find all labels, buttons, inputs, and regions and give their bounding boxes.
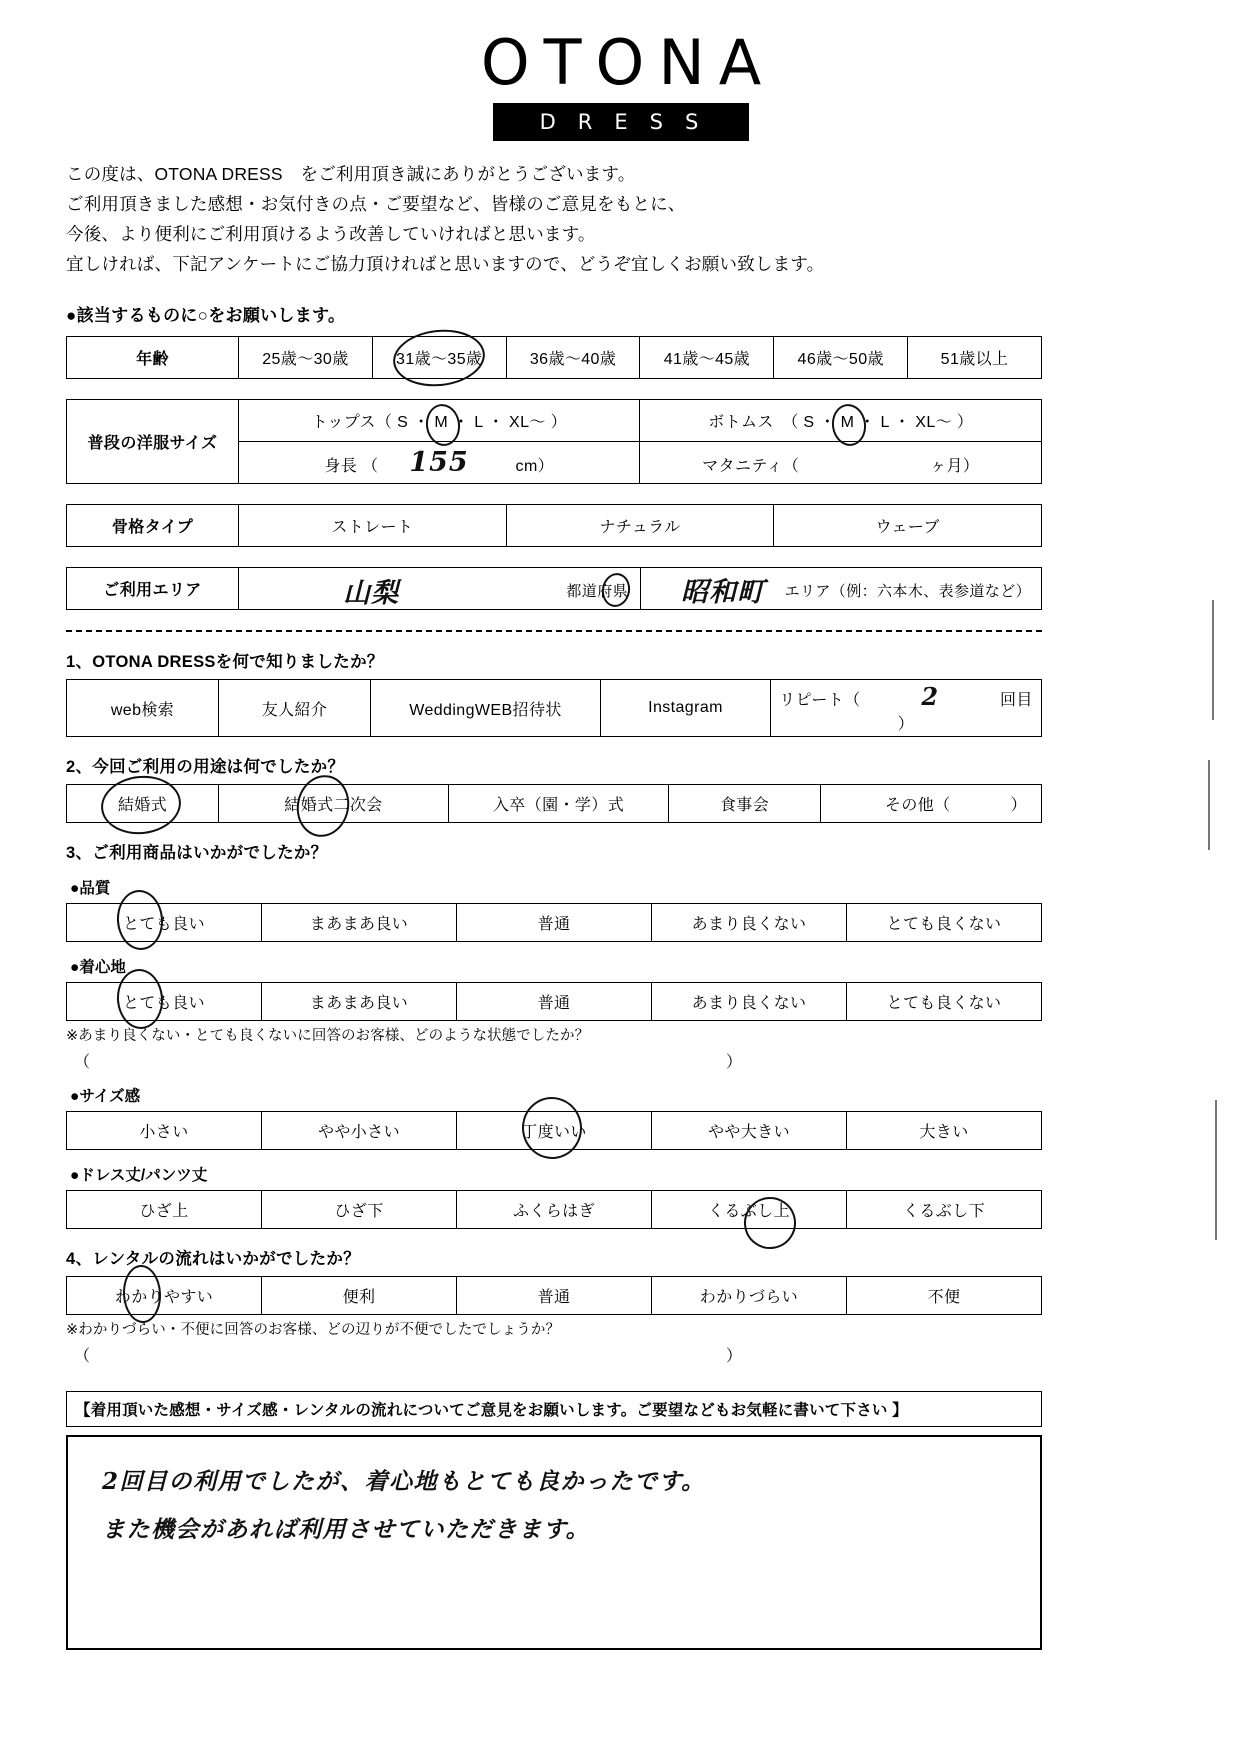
bottoms-prefix: ボトムス （ S ・ bbox=[708, 414, 836, 432]
q3-fit-option-3[interactable]: やや大きい bbox=[652, 1112, 847, 1150]
q3-quality-label: ●品質 bbox=[70, 880, 111, 898]
q4-note-input[interactable] bbox=[66, 1343, 1042, 1365]
q4-title: 4、レンタルの流れはいかがでしたか？ bbox=[66, 1250, 361, 1269]
prefecture-handwritten-value: 山梨 bbox=[343, 578, 399, 610]
q1-option-0[interactable]: web検索 bbox=[67, 680, 219, 737]
prefecture-cell[interactable] bbox=[239, 568, 641, 610]
logo-otona-text: OTONA bbox=[480, 26, 776, 99]
q3-comfort-option-0[interactable] bbox=[67, 983, 262, 1021]
q2-other-cell[interactable] bbox=[821, 785, 1042, 823]
table-row bbox=[67, 785, 1042, 823]
table-row bbox=[67, 904, 1042, 942]
q2-other-close: ） bbox=[1010, 797, 1027, 815]
comment-handwritten-line-1: 2回目の利用でしたが、着心地もとても良かったです。 bbox=[102, 1468, 706, 1496]
q4-note-close: ） bbox=[726, 1348, 743, 1366]
q4-option-0-label: わかりやすい bbox=[114, 1289, 214, 1307]
clothing-size-table bbox=[66, 399, 1042, 484]
q2-option-1-label: 結婚式二次会 bbox=[284, 797, 383, 815]
maternity-label-close: ヶ月） bbox=[930, 458, 980, 476]
age-table bbox=[66, 336, 1042, 379]
skeleton-option-0[interactable]: ストレート bbox=[239, 505, 507, 547]
q3-comfort-option-0-label: とても良い bbox=[122, 995, 205, 1013]
q3-comfort-option-4[interactable]: とても良くない bbox=[847, 983, 1042, 1021]
city-handwritten-value: 昭和町 bbox=[681, 577, 765, 609]
height-label-close: cm） bbox=[515, 458, 555, 476]
q3-comfort-note-close: ） bbox=[726, 1054, 743, 1072]
comment-heading: 【着用頂いた感想・サイズ感・レンタルの流れについてご意見をお願いします。ご要望などもお気軽に書いて下さい 】 bbox=[66, 1391, 1042, 1427]
q3-title: 3、ご利用商品はいかがでしたか？ bbox=[66, 844, 328, 863]
q3-fit-option-1[interactable]: やや小さい bbox=[262, 1112, 457, 1150]
area-label: ご利用エリア bbox=[67, 568, 239, 610]
table-row bbox=[67, 337, 1042, 379]
q4-table bbox=[66, 1276, 1042, 1315]
maternity-cell[interactable] bbox=[640, 442, 1042, 484]
q3-comfort-note-open: （ bbox=[74, 1054, 91, 1072]
q3-quality-option-0[interactable] bbox=[67, 904, 262, 942]
q3-length-table bbox=[66, 1190, 1042, 1229]
table-row bbox=[67, 1277, 1042, 1315]
q3-length-option-1[interactable]: ひざ下 bbox=[262, 1191, 457, 1229]
q2-option-2[interactable]: 入卒（園・学）式 bbox=[449, 785, 669, 823]
tops-prefix: トップス（ S ・ bbox=[311, 414, 430, 432]
intro-line-2: ご利用頂きました感想・お気付きの点・ご要望など、皆様のご意見をもとに、 bbox=[66, 194, 686, 215]
q3-quality-option-0-label: とても良い bbox=[122, 916, 205, 934]
q3-comfort-table bbox=[66, 982, 1042, 1021]
age-option-0[interactable]: 25歳～30歳 bbox=[239, 337, 373, 379]
q3-fit-option-4[interactable]: 大きい bbox=[847, 1112, 1042, 1150]
q4-note-open: （ bbox=[74, 1348, 91, 1366]
skeleton-label: 骨格タイプ bbox=[67, 505, 239, 547]
area-hint: エリア（例：六本木、表参道など） bbox=[784, 583, 1031, 601]
q4-note: ※わかりづらい・不便に回答のお客様、どの辺りが不便でしたでしょうか？ bbox=[66, 1322, 561, 1339]
q3-quality-option-1[interactable]: まあまあ良い bbox=[262, 904, 457, 942]
q2-option-0-label: 結婚式 bbox=[117, 797, 168, 815]
q2-option-1[interactable] bbox=[219, 785, 449, 823]
q3-comfort-note: ※あまり良くない・とても良くないに回答のお客様、どのような状態でしたか？ bbox=[66, 1028, 590, 1045]
circle-instruction: ●該当するものに○をお願いします。 bbox=[66, 306, 346, 326]
q3-comfort-note-input[interactable] bbox=[66, 1049, 1042, 1071]
q1-repeat-open: リピート（ bbox=[779, 692, 861, 710]
q3-length-option-0[interactable]: ひざ上 bbox=[67, 1191, 262, 1229]
age-option-2[interactable]: 36歳～40歳 bbox=[506, 337, 640, 379]
q1-repeat-cell[interactable] bbox=[771, 680, 1042, 737]
skeleton-type-table bbox=[66, 504, 1042, 547]
q3-length-option-2[interactable]: ふくらはぎ bbox=[457, 1191, 652, 1229]
height-handwritten-value: 155 bbox=[409, 447, 469, 479]
age-option-4[interactable]: 46歳～50歳 bbox=[774, 337, 908, 379]
q3-length-option-3[interactable] bbox=[652, 1191, 847, 1229]
q1-option-2[interactable]: WeddingWEB招待状 bbox=[371, 680, 601, 737]
q3-comfort-label: ●着心地 bbox=[70, 959, 126, 977]
table-row bbox=[67, 400, 1042, 442]
table-row bbox=[67, 505, 1042, 547]
section-divider bbox=[66, 630, 1042, 632]
age-option-3[interactable]: 41歳～45歳 bbox=[640, 337, 774, 379]
intro-paragraph bbox=[66, 159, 1242, 279]
city-area-cell[interactable] bbox=[641, 568, 1042, 610]
q4-option-0[interactable] bbox=[67, 1277, 262, 1315]
q2-other-open: その他（ bbox=[884, 797, 951, 815]
q3-quality-option-4[interactable]: とても良くない bbox=[847, 904, 1042, 942]
area-table bbox=[66, 567, 1042, 610]
table-row bbox=[67, 568, 1042, 610]
q3-fit-option-0[interactable]: 小さい bbox=[67, 1112, 262, 1150]
comment-box[interactable] bbox=[66, 1435, 1042, 1650]
q1-repeat-close: 回目 ） bbox=[897, 692, 1033, 734]
q3-quality-option-3[interactable]: あまり良くない bbox=[652, 904, 847, 942]
scan-artifact bbox=[1215, 1100, 1217, 1240]
q4-option-1[interactable]: 便利 bbox=[262, 1277, 457, 1315]
bottoms-suffix: ・ L ・ XL～ ） bbox=[859, 414, 974, 432]
q3-length-option-4[interactable]: くるぶし下 bbox=[847, 1191, 1042, 1229]
scan-artifact bbox=[1208, 760, 1210, 850]
q3-quality-option-2[interactable]: 普通 bbox=[457, 904, 652, 942]
tops-size-cell[interactable] bbox=[239, 400, 640, 442]
q1-option-3[interactable]: Instagram bbox=[601, 680, 771, 737]
q1-repeat-count: 2 bbox=[921, 682, 940, 712]
height-label-open: 身長 （ bbox=[324, 458, 379, 476]
brand-logo bbox=[0, 0, 1242, 141]
age-option-1[interactable] bbox=[372, 337, 506, 379]
q1-table bbox=[66, 679, 1042, 737]
intro-line-4: 宜しければ、下記アンケートにご協力頂ければと思いますので、どうぞ宜しくお願い致します。 bbox=[66, 254, 825, 275]
tops-selected-size: M bbox=[434, 414, 449, 432]
bottoms-size-cell[interactable] bbox=[640, 400, 1042, 442]
q2-title: 2、今回ご利用の用途は何でしたか？ bbox=[66, 758, 345, 777]
q1-title: 1、OTONA DRESSを何で知りましたか？ bbox=[66, 653, 384, 672]
age-option-5[interactable]: 51歳以上 bbox=[908, 337, 1042, 379]
q2-option-3[interactable]: 食事会 bbox=[669, 785, 821, 823]
comment-handwritten-line-2: また機会があれば利用させていただきます。 bbox=[102, 1516, 591, 1544]
scan-artifact bbox=[1212, 600, 1214, 720]
q3-comfort-option-2[interactable]: 普通 bbox=[457, 983, 652, 1021]
intro-line-3: 今後、より便利にご利用頂けるよう改善していければと思います。 bbox=[66, 224, 596, 245]
q3-length-label: ●ドレス丈/パンツ丈 bbox=[70, 1167, 208, 1185]
q3-fit-option-2-label: 丁度いい bbox=[521, 1124, 587, 1142]
q4-option-4[interactable]: 不便 bbox=[847, 1277, 1042, 1315]
q3-comfort-option-1[interactable]: まあまあ良い bbox=[262, 983, 457, 1021]
q3-fit-table bbox=[66, 1111, 1042, 1150]
prefecture-hint: 都道府県 bbox=[566, 583, 628, 601]
intro-line-1: この度は、OTONA DRESS をご利用頂き誠にありがとうございます。 bbox=[66, 164, 636, 185]
q3-fit-option-2[interactable] bbox=[457, 1112, 652, 1150]
skeleton-option-2[interactable]: ウェーブ bbox=[774, 505, 1042, 547]
q3-quality-table bbox=[66, 903, 1042, 942]
logo-dress-text: DRESS bbox=[493, 103, 749, 141]
tops-suffix: ・ L ・ XL～ ） bbox=[452, 414, 568, 432]
q4-option-2[interactable]: 普通 bbox=[457, 1277, 652, 1315]
q3-comfort-option-3[interactable]: あまり良くない bbox=[652, 983, 847, 1021]
table-row bbox=[67, 983, 1042, 1021]
age-label: 年齢 bbox=[67, 337, 239, 379]
age-option-1-label: 31歳～35歳 bbox=[396, 351, 483, 369]
q4-option-3[interactable]: わかりづらい bbox=[652, 1277, 847, 1315]
table-row bbox=[67, 1191, 1042, 1229]
q3-length-option-3-label: くるぶし上 bbox=[707, 1203, 790, 1221]
table-row bbox=[67, 1112, 1042, 1150]
q1-option-1[interactable]: 友人紹介 bbox=[219, 680, 371, 737]
bottoms-selected-size: M bbox=[840, 414, 855, 432]
q3-fit-label: ●サイズ感 bbox=[70, 1088, 141, 1106]
clothing-size-label: 普段の洋服サイズ bbox=[67, 400, 239, 484]
q2-table bbox=[66, 784, 1042, 823]
height-cell[interactable] bbox=[239, 442, 640, 484]
maternity-label-open: マタニティ（ bbox=[702, 458, 800, 476]
table-row bbox=[67, 680, 1042, 737]
skeleton-option-1[interactable]: ナチュラル bbox=[506, 505, 774, 547]
q2-option-0[interactable] bbox=[67, 785, 219, 823]
